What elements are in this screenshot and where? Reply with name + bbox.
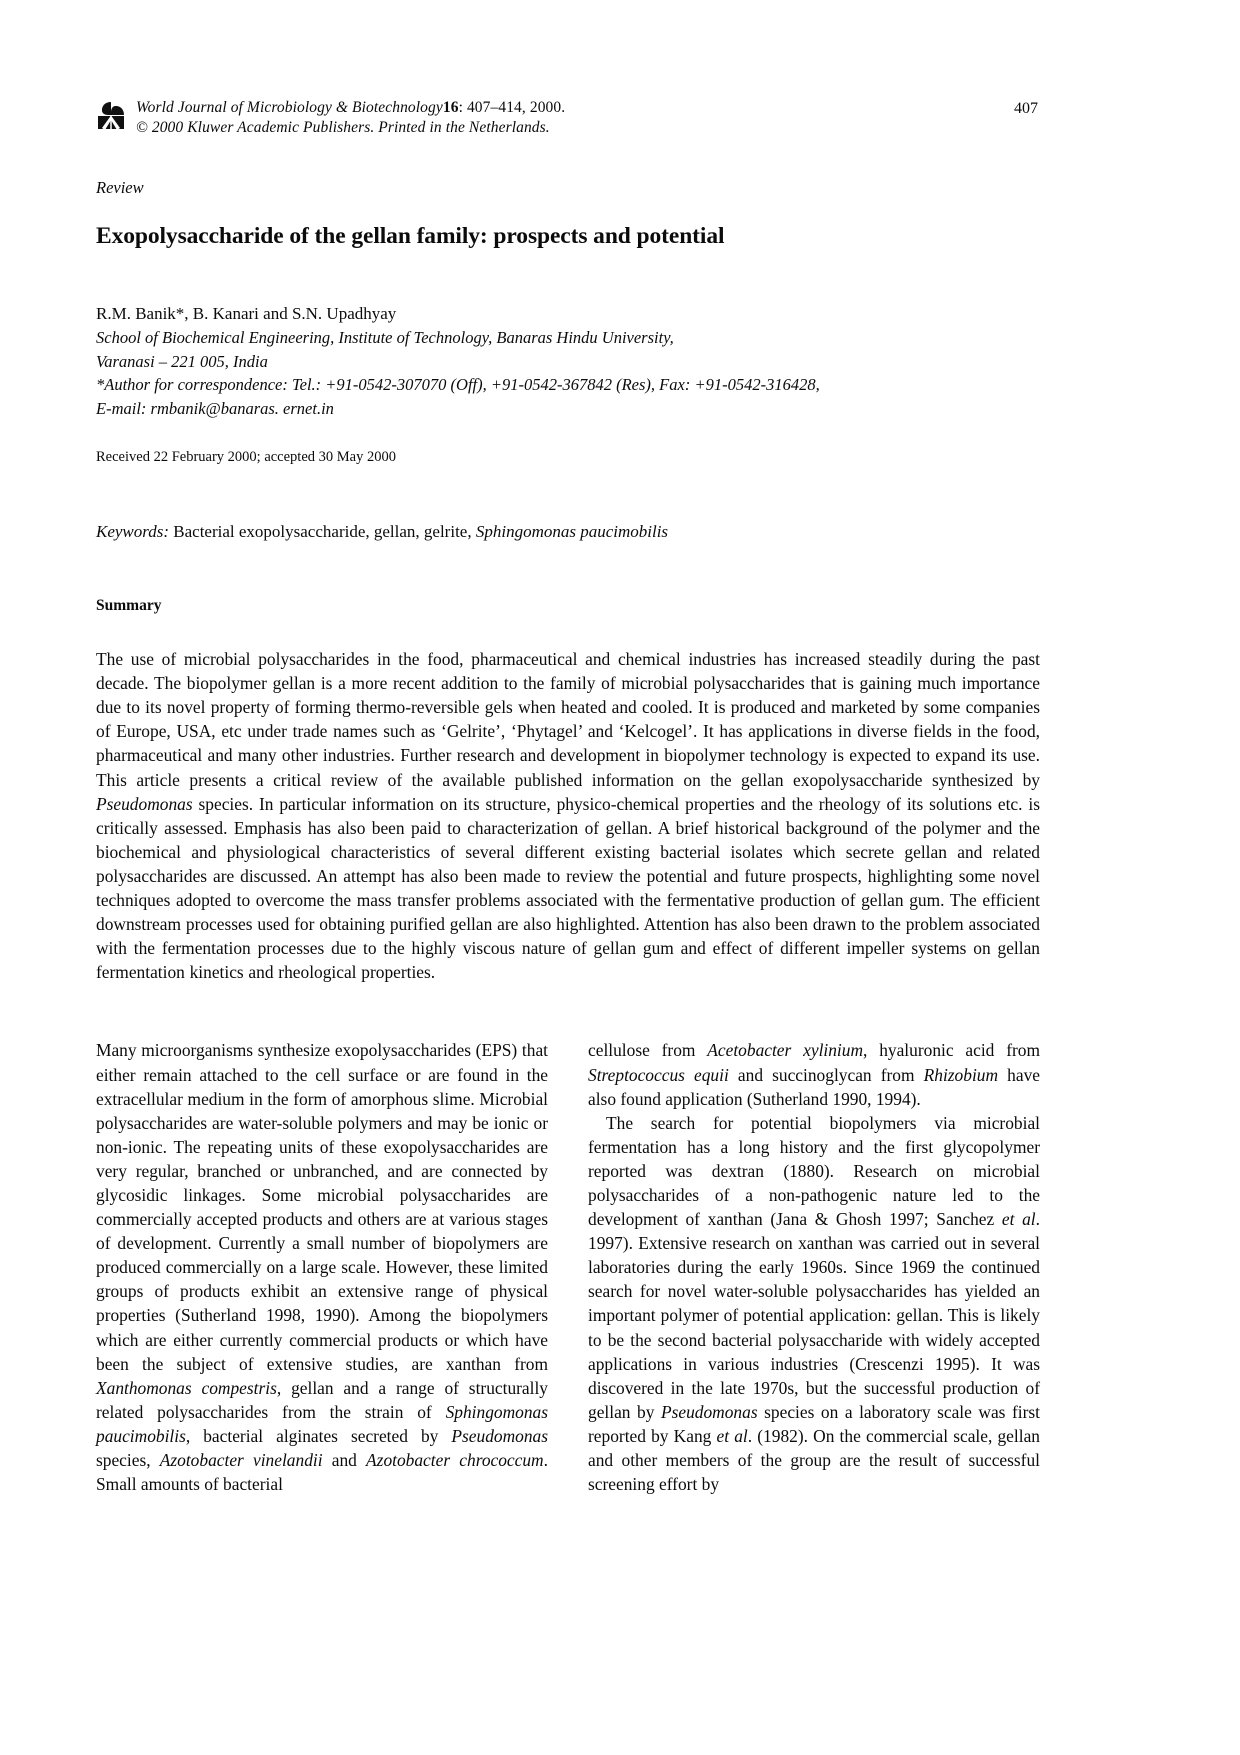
body-text-run: and (322, 1450, 367, 1470)
body-paragraph (588, 1111, 1040, 1497)
journal-volume: 16 (442, 99, 459, 116)
email-line: E-mail: rmbanik@banaras. ernet.in (96, 398, 334, 418)
body-column-left (96, 1038, 548, 1496)
italic-term: et al (1001, 1209, 1036, 1230)
body-text-run: and succinoglycan from (728, 1064, 924, 1085)
body-text-run: , gellan and a range of structurally related polysaccharides from the strain of (96, 1377, 549, 1422)
affiliation-line-2: Varanasi – 221 005, India (96, 351, 268, 371)
journal-citation-block (136, 98, 565, 138)
italic-term: Acetobacter xylinium (707, 1040, 864, 1061)
body-text-run: species on a laboratory scale was first reported by Kang (588, 1401, 1041, 1446)
body-text-run: have also found application (Sutherland 1990, 1994). (588, 1064, 1040, 1109)
body-paragraph (96, 1038, 548, 1496)
article-kind-label: Review (96, 178, 144, 197)
body-text-run: . (1982). On the commercial scale, gellan and other members of the group are the result of successful screening effort by (588, 1425, 1040, 1495)
body-column-right (588, 1038, 1040, 1496)
keywords-line (96, 520, 1040, 544)
italic-term: Pseudomonas (660, 1401, 758, 1422)
received-accepted-dates: Received 22 February 2000; accepted 30 May 2000 (96, 449, 396, 465)
italic-term: Pseudomonas (451, 1425, 548, 1446)
italic-term: Azotobacter vinelandii (159, 1450, 323, 1470)
keywords-label: Keywords: (96, 522, 170, 542)
body-text-run: , hyaluronic acid from (863, 1040, 1040, 1061)
journal-masthead (96, 98, 1040, 144)
kluwer-pinwheel-logo-icon (96, 100, 126, 132)
body-text-run: The search for potential biopolymers via microbial fermentation has a long history and the first glycopolymer reported was dextran (1880). Research on microbial polysaccharides of a non-pathogenic nature led to the development of xanthan (Jana & Ghosh 1997; Sanchez (588, 1112, 1040, 1230)
italic-term: Rhizobium (923, 1064, 999, 1085)
body-text-run: . 1997). Extensive research on xanthan was carried out in several laboratories during the early 1960s. Since 1969 the continued search for novel water-soluble polysaccharides has yielded an important polymer of potential application: gellan. This is likely to be the second bacterial polysaccharide with widely accepted applications in various industries (Crescenzi 1995). It was discovered in the late 1970s, but the successful production of gellan by (588, 1209, 1040, 1422)
body-text-run: Many microorganisms synthesize exopolysaccharides (EPS) that either remain attached to the cell surface or are found in the extracellular medium in the form of amorphous slime. Microbial polysaccharides are water-soluble polymers and may be ionic or non-ionic. The repeating units of these exopolysaccharides are very regular, branched or unbranched, and are connected by glycosidic linkages. Some microbial polysaccharides are commercially accepted products and others are at various stages of development. Currently a small number of biopolymers are produced commercially on a large scale. However, these limited groups of products exhibit an extensive range of physical properties (Sutherland 1998, 1990). Among the biopolymers which are either currently commercial products or which have been the subject of extensive studies, are xanthan from (96, 1040, 548, 1374)
journal-title-line (136, 98, 565, 118)
correspondence-line: *Author for correspondence: Tel.: +91-0542-307070 (Off), +91-0542-367842 (Res), Fax: +91-0542-316428, (96, 375, 820, 395)
body-text-run: cellulose from (588, 1040, 708, 1061)
summary-italic-genus: Pseudomonas (96, 793, 193, 814)
page-number: 407 (1014, 100, 1038, 117)
body-text-run: . Small amounts of bacterial (96, 1450, 548, 1495)
italic-term: Streptococcus equii (588, 1064, 729, 1085)
summary-text-part-2: species. In particular information on its structure, physico-chemical properties and the rheology of its solutions etc. is critically assessed. Emphasis has also been paid to characterization of gellan. A brief historical background of the polymer and the biochemical and physiological characteristics of several different existing bacterial isolates which secrete gellan and related polysaccharides are discussed. An attempt has also been made to review the potential and future prospects, highlighting some novel techniques adopted to overcome the mass transfer problems associated with the fermentative production of gellan gum. The efficient downstream processes used for obtaining purified gellan are also highlighted. Attention has also been drawn to the problem associated with the fermentation processes due to the highly viscous nature of gellan gum and effect of different impeller systems on gellan fermentation kinetics and rheological properties. (96, 793, 1040, 983)
summary-text-part-1: The use of microbial polysaccharides in the food, pharmaceutical and chemical industries has increased steadily during the past decade. The biopolymer gellan is a more recent addition to the family of microbial polysaccharides that is gaining much importance due to its novel property of forming thermo-reversible gels when heated and cooled. It is produced and marketed by some companies of Europe, USA, etc under trade names such as ‘Gelrite’, ‘Phytagel’ and ‘Kelcogel’. It has applications in diverse fields in the food, pharmaceutical and many other industries. Further research and development in biopolymer technology is expected to expand its use. This article presents a critical review of the available published information on the gellan exopolysaccharide synthesized by (96, 649, 1040, 790)
body-text-run: species, (96, 1450, 160, 1470)
affiliation-line-1: School of Biochemical Engineering, Institute of Technology, Banaras Hindu University, (96, 328, 674, 348)
body-text-run: , bacterial alginates secreted by (185, 1425, 452, 1446)
journal-copyright: © 2000 Kluwer Academic Publishers. Printed in the Netherlands. (136, 119, 550, 137)
page-title: Exopolysaccharide of the gellan family: prospects and potential (96, 223, 725, 249)
journal-title: World Journal of Microbiology & Biotechnology (136, 99, 443, 116)
body-columns (96, 1038, 1040, 1496)
italic-term: Sphingomonas paucimobilis (96, 1401, 548, 1446)
summary-paragraph (96, 647, 1040, 984)
body-paragraph (588, 1038, 1040, 1110)
italic-term: et al (716, 1425, 748, 1446)
page-content (96, 98, 1040, 1496)
author-list: R.M. Banik*, B. Kanari and S.N. Upadhyay (96, 304, 397, 324)
masthead-left-group (96, 98, 565, 138)
keywords-plain: Bacterial exopolysaccharide, gellan, gelrite, (173, 522, 472, 542)
affiliation-block (96, 326, 1040, 420)
italic-term: Xanthomonas compestris (96, 1377, 277, 1398)
journal-pages-year: : 407–414, 2000. (458, 99, 566, 116)
keywords-italic-term: Sphingomonas paucimobilis (475, 522, 669, 542)
summary-heading: Summary (96, 597, 162, 615)
italic-term: Azotobacter chrococcum (366, 1450, 544, 1470)
